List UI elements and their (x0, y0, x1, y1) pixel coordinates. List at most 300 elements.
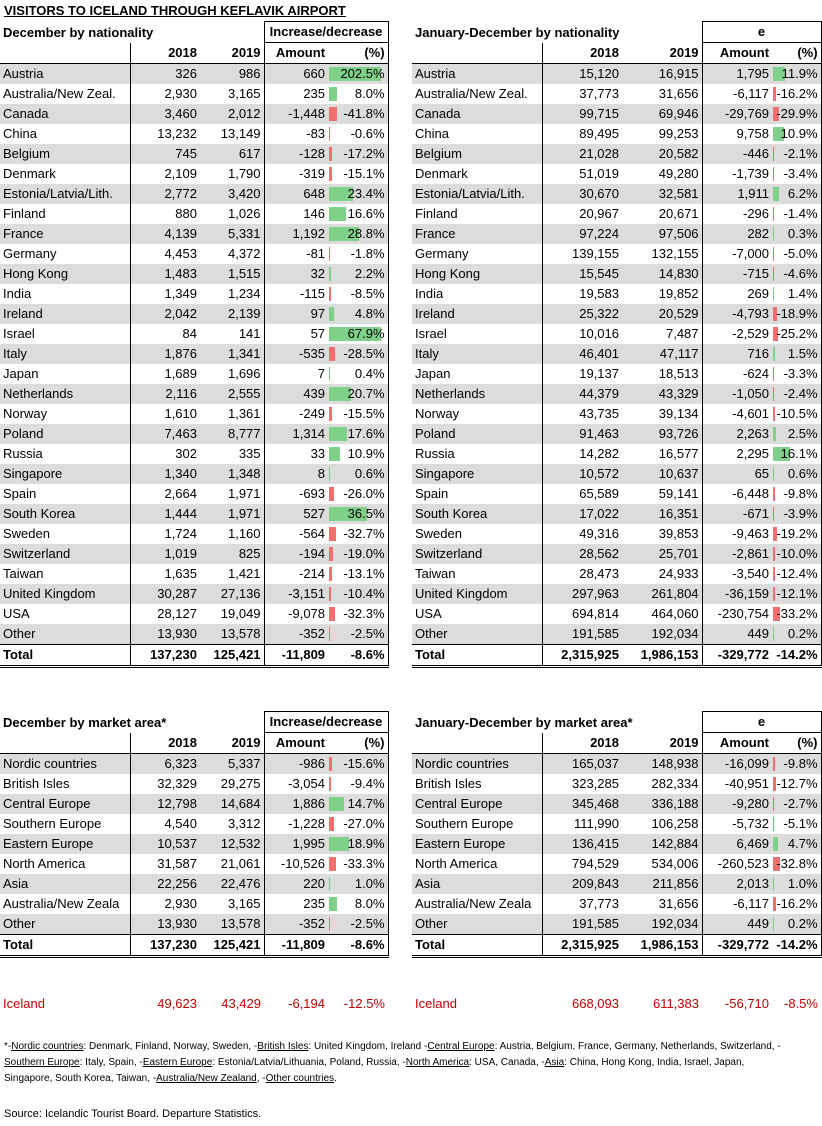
value-2018: 32,329 (157, 776, 197, 791)
value-2018: 28,127 (157, 606, 197, 621)
percent-label: -18.9% (776, 306, 818, 321)
change-amount: 32 (264, 264, 328, 284)
row-label: Singapore (0, 464, 130, 484)
footnote-text: : Italy, Spain, - (79, 1057, 143, 1068)
row-label: Spain (0, 484, 130, 504)
value-2018: 1,019 (130, 544, 200, 564)
change-amount: -128 (264, 144, 328, 164)
percent-label: 8.0% (354, 86, 385, 101)
value-2019: 29,275 (200, 774, 264, 794)
table-row (412, 244, 821, 264)
value-2019: 25,701 (622, 544, 702, 564)
data-bar (329, 447, 340, 461)
change-percent (328, 364, 388, 384)
table-row (412, 104, 821, 124)
change-amount: -446 (702, 144, 772, 164)
table-row (0, 144, 388, 164)
row-label: Italy (0, 344, 130, 364)
row-label: Poland (0, 424, 130, 444)
table-row (412, 224, 821, 244)
percent-label: 10.9% (780, 126, 818, 141)
value-2018: 2,109 (164, 166, 197, 181)
change-percent (772, 524, 821, 544)
percent-label: -32.8% (776, 856, 818, 871)
change-percent (328, 344, 388, 364)
data-bar (329, 487, 334, 501)
change-percent (328, 284, 388, 304)
percent-label: 202.5% (340, 66, 385, 81)
table-row (412, 264, 821, 284)
change-percent (328, 324, 388, 344)
change-amount: 716 (702, 344, 772, 364)
percent-label: -19.0% (343, 546, 385, 561)
table-row (0, 484, 388, 504)
data-bar (773, 227, 774, 241)
column-header (0, 733, 130, 754)
change-percent (328, 424, 388, 444)
table-row (412, 304, 821, 324)
percent-label: -4.6% (783, 266, 818, 281)
change-percent (328, 894, 388, 914)
percent-label: -9.8% (783, 756, 818, 771)
change-amount: -1,739 (732, 166, 770, 181)
table-row (412, 164, 821, 184)
table-row (412, 144, 821, 164)
table-row (412, 814, 821, 834)
data-bar (329, 547, 333, 561)
change-amount: -4,793 (702, 304, 772, 324)
section-title: January-December by market area* (415, 714, 633, 730)
data-bar (773, 507, 774, 521)
total-label: Total (412, 935, 542, 957)
percent-label: -5.1% (783, 816, 818, 831)
row-label: British Isles (0, 774, 130, 794)
percent-label: -9.8% (783, 486, 818, 501)
data-bar (329, 207, 346, 221)
value-2018: 191,585 (542, 624, 622, 645)
value-2018: 297,963 (542, 584, 622, 604)
row-label: Sweden (0, 524, 130, 544)
data-bar (773, 347, 775, 361)
change-amount: 235 (303, 86, 326, 101)
row-label: Belgium (0, 144, 130, 164)
row-label: Nordic countries (412, 754, 542, 775)
iceland-2018: 668,093 (572, 996, 619, 1011)
row-label: United Kingdom (0, 584, 130, 604)
value-2018: 139,155 (572, 246, 619, 261)
change-percent (772, 304, 821, 324)
percent-label: -15.5% (343, 406, 385, 421)
value-2019: 148,938 (622, 754, 702, 775)
change-amount: -36,159 (702, 584, 772, 604)
table-row (0, 524, 388, 544)
value-2019: 5,337 (200, 754, 264, 775)
change-amount: -296 (743, 206, 770, 221)
value-2019: 93,726 (622, 424, 702, 444)
column-header: (%) (328, 43, 388, 64)
source-note: Source: Icelandic Tourist Board. Departure Statistics. (4, 1108, 262, 1120)
percent-label: -2.1% (783, 146, 818, 161)
value-2019: 1,160 (200, 524, 264, 544)
value-2019: 10,637 (622, 464, 702, 484)
row-label: Other (0, 624, 130, 645)
change-amount: -83 (306, 126, 326, 141)
total-percent: -14.2% (772, 645, 821, 667)
table-row (412, 184, 821, 204)
value-2018: 51,019 (579, 166, 619, 181)
value-2018: 15,545 (542, 264, 622, 284)
change-percent (772, 464, 821, 484)
total-2018: 137,230 (130, 935, 200, 957)
change-amount: -16,099 (702, 754, 772, 775)
data-table (0, 21, 389, 668)
value-2019: 12,532 (200, 834, 264, 854)
percent-label: -41.8% (343, 106, 385, 121)
data-table (412, 711, 822, 958)
total-percent: -8.6% (328, 935, 388, 957)
column-header: Amount (702, 43, 772, 64)
data-table (412, 21, 822, 668)
table-row (0, 854, 388, 874)
value-2019: 1,348 (200, 464, 264, 484)
column-header: (%) (772, 733, 821, 754)
value-2019: 1,790 (200, 164, 264, 184)
row-label: Austria (412, 64, 542, 85)
value-2019: 192,034 (622, 624, 702, 645)
change-percent (328, 104, 388, 124)
change-percent (328, 774, 388, 794)
data-bar (773, 187, 779, 201)
data-bar (329, 917, 330, 931)
row-label: Denmark (0, 164, 130, 184)
table-row (412, 404, 821, 424)
column-header: 2019 (622, 43, 702, 64)
value-2019: 31,656 (622, 894, 702, 914)
percent-label: 28.8% (347, 226, 385, 241)
value-2018: 14,282 (579, 446, 619, 461)
total-amount: -329,772 (702, 935, 772, 957)
change-percent (772, 544, 821, 564)
value-2019: 27,136 (200, 584, 264, 604)
value-2019: 16,351 (622, 504, 702, 524)
value-2019: 43,329 (622, 384, 702, 404)
percent-label: 0.2% (787, 916, 818, 931)
data-bar (773, 167, 774, 181)
change-amount: 2,295 (736, 446, 770, 461)
row-label: Switzerland (412, 544, 542, 564)
change-percent (328, 464, 388, 484)
value-2018: 1,483 (130, 264, 200, 284)
change-percent (772, 104, 821, 124)
value-2018: 345,468 (542, 794, 622, 814)
percent-label: 1.0% (787, 876, 818, 891)
table-row (412, 324, 821, 344)
change-percent (772, 774, 821, 794)
value-2018: 2,116 (130, 384, 200, 404)
table-row (0, 774, 388, 794)
change-amount: -9,463 (732, 526, 770, 541)
change-amount: -9,078 (288, 606, 326, 621)
total-2018: 137,230 (130, 645, 200, 667)
percent-label: -12.4% (776, 566, 818, 581)
data-bar (329, 837, 349, 851)
value-2019: 192,034 (622, 914, 702, 935)
data-bar (773, 247, 774, 261)
data-bar (773, 917, 774, 931)
table-row (0, 164, 388, 184)
percent-label: 2.5% (787, 426, 818, 441)
total-row (412, 645, 821, 667)
value-2018: 2,930 (164, 896, 197, 911)
table-row (0, 444, 388, 464)
value-2018: 10,537 (130, 834, 200, 854)
data-bar (329, 757, 332, 771)
change-percent (772, 144, 821, 164)
total-label: Total (412, 645, 542, 667)
change-amount: -6,117 (733, 86, 770, 101)
group-header: e (702, 712, 821, 733)
value-2018: 1,340 (130, 464, 200, 484)
table-row (0, 264, 388, 284)
table-row (0, 364, 388, 384)
change-amount: 449 (702, 624, 772, 645)
value-2019: 32,581 (622, 184, 702, 204)
percent-label: 1.5% (787, 346, 818, 361)
table-row (412, 484, 821, 504)
row-label: Australia/New Zeal. (0, 84, 130, 104)
change-percent (328, 224, 388, 244)
value-2018: 326 (130, 64, 200, 85)
change-amount: -10,526 (280, 856, 325, 871)
value-2018: 3,460 (130, 104, 200, 124)
percent-label: -16.2% (776, 86, 818, 101)
row-label: Estonia/Latvia/Lith. (0, 184, 130, 204)
change-percent (772, 754, 821, 775)
total-percent: -14.2% (772, 935, 821, 957)
row-label: Norway (0, 404, 130, 424)
table-row (412, 284, 821, 304)
value-2019: 1,361 (200, 404, 264, 424)
value-2018: 2,664 (164, 486, 197, 501)
change-percent (328, 624, 388, 645)
change-amount: 33 (310, 446, 326, 461)
table-row (0, 404, 388, 424)
value-2019: 13,578 (200, 914, 264, 935)
table-row (0, 224, 388, 244)
value-2019: 16,915 (622, 64, 702, 85)
value-2018: 30,670 (542, 184, 622, 204)
table-row (0, 124, 388, 144)
section-title: January-December by nationality (415, 24, 620, 40)
total-2019: 125,421 (200, 645, 264, 667)
value-2019: 99,253 (622, 124, 702, 144)
value-2019: 1,971 (200, 504, 264, 524)
table-row (412, 444, 821, 464)
iceland-amount: -56,710 (724, 996, 769, 1011)
change-amount: 57 (310, 326, 326, 341)
value-2019: 59,141 (622, 484, 702, 504)
row-label: Ireland (412, 304, 542, 324)
change-percent (328, 444, 388, 464)
footnote-term: Eastern Europe (142, 1057, 213, 1068)
value-2019: 39,853 (622, 524, 702, 544)
change-amount: 269 (747, 286, 770, 301)
row-label: Finland (412, 204, 542, 224)
value-2019: 19,049 (200, 604, 264, 624)
page-title: VISITORS TO ICELAND THROUGH KEFLAVIK AIRPORT (4, 3, 346, 18)
data-bar (773, 817, 774, 831)
value-2018: 19,583 (579, 286, 619, 301)
value-2018: 4,453 (164, 246, 197, 261)
total-2019: 1,986,153 (622, 645, 702, 667)
value-2018: 2,042 (130, 304, 200, 324)
row-label: Poland (412, 424, 542, 444)
value-2018: 302 (175, 446, 197, 461)
change-percent (772, 284, 821, 304)
table-row (0, 504, 388, 524)
data-bar (329, 467, 330, 481)
value-2019: 617 (200, 144, 264, 164)
value-2019: 20,582 (622, 144, 702, 164)
value-2018: 4,540 (164, 816, 197, 831)
row-label: Israel (412, 324, 542, 344)
footnote-term: Australia/New Zealand (156, 1073, 257, 1084)
change-amount: -3,054 (288, 776, 325, 791)
table-row (0, 284, 388, 304)
row-label: Southern Europe (412, 814, 542, 834)
value-2018: 111,990 (573, 816, 619, 831)
change-amount: -260,523 (717, 856, 769, 871)
data-bar (329, 607, 335, 621)
percent-label: -1.4% (783, 206, 818, 221)
change-percent (328, 504, 388, 524)
data-bar (329, 147, 332, 161)
data-bar (773, 837, 778, 851)
change-percent (328, 124, 388, 144)
percent-label: 10.9% (347, 446, 385, 461)
table-row (0, 794, 388, 814)
percent-label: -15.1% (343, 166, 385, 181)
table-row (412, 874, 821, 894)
change-percent (772, 444, 821, 464)
value-2018: 49,316 (579, 526, 619, 541)
change-amount: -29,769 (702, 104, 772, 124)
value-2019: 20,529 (622, 304, 702, 324)
change-amount: 235 (303, 896, 325, 911)
value-2019: 1,234 (200, 284, 264, 304)
change-percent (772, 894, 821, 914)
change-amount: 8 (264, 464, 328, 484)
value-2019: 3,165 (200, 84, 264, 104)
data-bar (773, 147, 774, 161)
data-bar (773, 267, 774, 281)
value-2018: 794,529 (572, 856, 619, 871)
table-row (0, 894, 388, 914)
table-december-market-area (0, 711, 389, 958)
value-2018: 13,232 (157, 126, 197, 141)
table-row (0, 244, 388, 264)
table-row (412, 584, 821, 604)
row-label: China (0, 124, 130, 144)
value-2018: 136,415 (542, 834, 622, 854)
change-amount: -230,754 (717, 606, 770, 621)
iceland-row-december (0, 996, 389, 1016)
table-row (0, 814, 388, 834)
change-amount: -194 (264, 544, 328, 564)
value-2019: 47,117 (622, 344, 702, 364)
row-label: Australia/New Zeala (0, 894, 130, 914)
table-jan-dec-nationality (412, 21, 822, 668)
percent-label: -13.1% (343, 566, 385, 581)
iceland-2019: 43,429 (221, 996, 261, 1011)
percent-label: 18.9% (347, 836, 385, 851)
table-row (0, 584, 388, 604)
section-title: December by market area* (3, 714, 167, 730)
row-label: Germany (412, 244, 542, 264)
percent-label: 14.7% (347, 796, 385, 811)
change-amount: 2,263 (702, 424, 772, 444)
change-amount: 7 (317, 366, 326, 381)
percent-label: -12.1% (776, 586, 818, 601)
column-header: Amount (264, 43, 328, 64)
data-bar (329, 797, 344, 811)
change-percent (328, 814, 388, 834)
change-amount: 1,911 (702, 184, 772, 204)
column-header: 2019 (622, 733, 702, 754)
data-bar (329, 87, 337, 101)
total-amount: -329,772 (702, 645, 772, 667)
row-label: Asia (412, 874, 542, 894)
change-amount: -535 (264, 344, 328, 364)
value-2019: 261,804 (622, 584, 702, 604)
percent-label: -3.4% (783, 166, 818, 181)
value-2018: 191,585 (542, 914, 622, 935)
percent-label: 17.6% (347, 426, 385, 441)
value-2018: 1,635 (164, 566, 197, 581)
row-label: Austria (0, 64, 130, 85)
table-row (0, 624, 388, 645)
percent-label: 20.7% (347, 386, 385, 401)
percent-label: 6.2% (787, 186, 818, 201)
value-2018: 30,287 (130, 584, 200, 604)
value-2019: 97,506 (622, 224, 702, 244)
value-2019: 1,421 (200, 564, 264, 584)
table-row (0, 544, 388, 564)
value-2019: 282,334 (622, 774, 702, 794)
change-percent (772, 504, 821, 524)
change-amount: 282 (702, 224, 772, 244)
data-bar (773, 547, 775, 561)
value-2018: 1,349 (164, 286, 197, 301)
percent-label: -15.6% (343, 756, 385, 771)
table-row (412, 894, 821, 914)
change-amount: -319 (299, 166, 326, 181)
column-header: 2018 (130, 733, 200, 754)
row-label: France (0, 224, 130, 244)
value-2018: 2,930 (164, 86, 197, 101)
data-bar (773, 877, 774, 891)
row-label: Italy (412, 344, 542, 364)
table-row (0, 204, 388, 224)
row-label: Netherlands (412, 384, 542, 404)
row-label: Nordic countries (0, 754, 130, 775)
percent-label: 16.6% (347, 206, 385, 221)
row-label: Switzerland (0, 544, 130, 564)
change-percent (772, 184, 821, 204)
table-row (0, 304, 388, 324)
table-row (0, 914, 388, 935)
change-percent (772, 604, 821, 624)
